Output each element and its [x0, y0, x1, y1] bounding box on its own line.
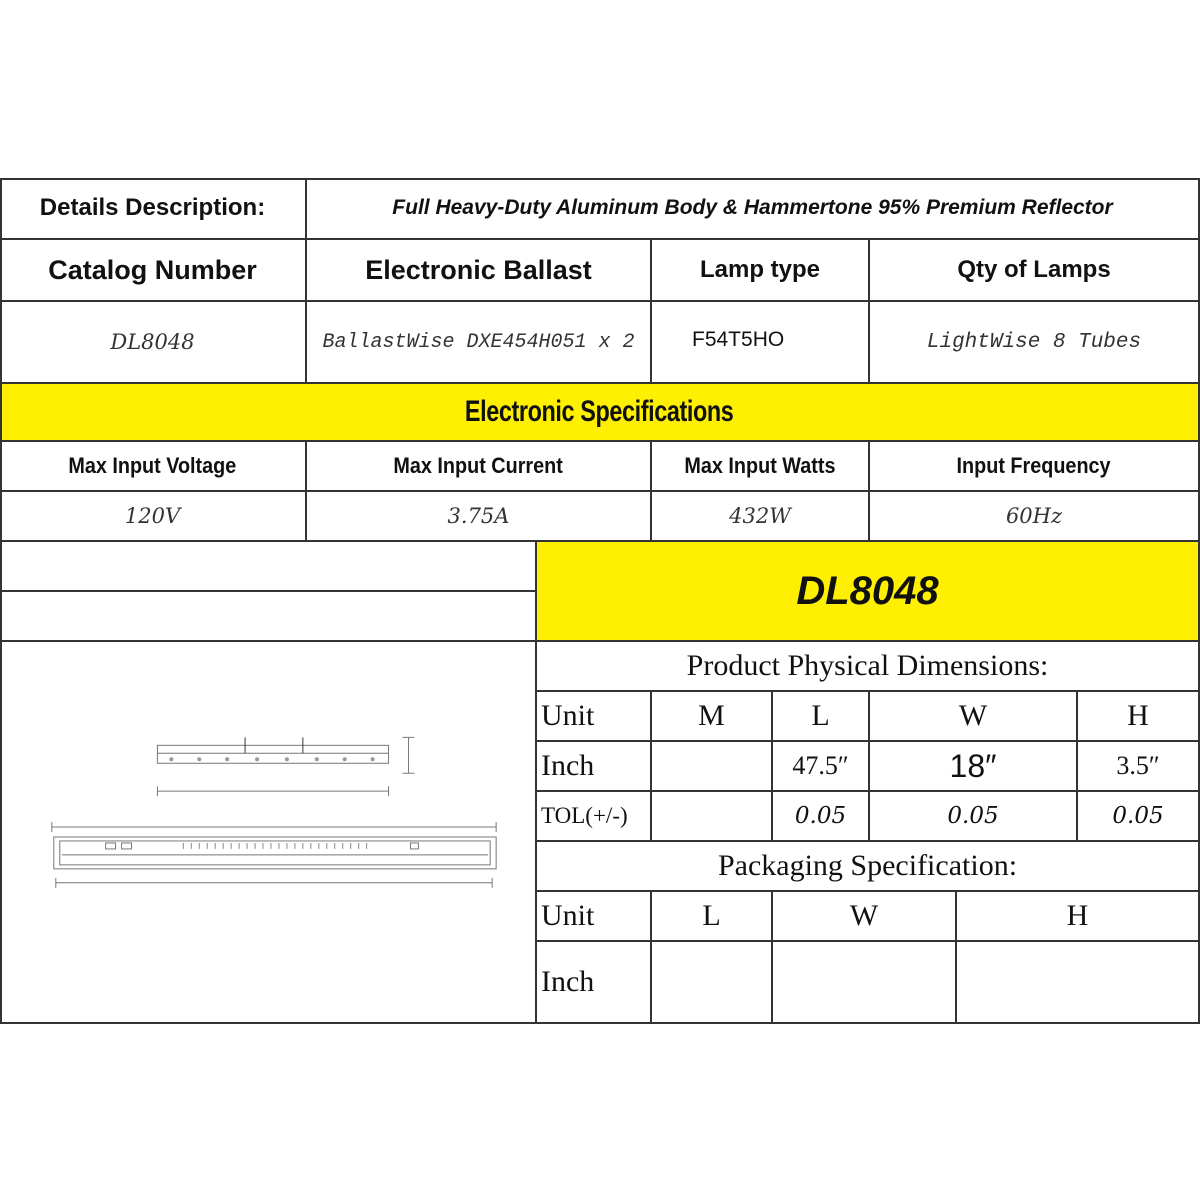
- physical-h-header: H: [1078, 692, 1200, 742]
- blank-row-1: [0, 542, 537, 592]
- electronic-specifications-band: [0, 384, 1200, 442]
- packaging-inch-l: [652, 942, 773, 1024]
- packaging-l-header: L: [652, 892, 773, 942]
- max-input-voltage-header: Max Input Voltage: [0, 442, 307, 492]
- physical-inch-w: 18″: [870, 742, 1078, 792]
- max-input-current-header: Max Input Current: [307, 442, 652, 492]
- physical-tol-label: TOL(+/-): [537, 792, 652, 842]
- blank-row-2: [0, 592, 537, 642]
- packaging-unit-header: Unit: [537, 892, 652, 942]
- qty-of-lamps-header: Qty of Lamps: [870, 240, 1200, 302]
- max-input-current-value: 3.75A: [307, 492, 652, 542]
- input-frequency-value: 60Hz: [870, 492, 1200, 542]
- max-input-watts-header: Max Input Watts: [652, 442, 870, 492]
- physical-dimensions-title: Product Physical Dimensions:: [537, 642, 1200, 692]
- packaging-h-header: H: [957, 892, 1200, 942]
- fixture-drawing-area: [0, 642, 537, 1024]
- physical-tol-h: 0.05: [1078, 792, 1200, 842]
- catalog-number-header: Catalog Number: [0, 240, 307, 302]
- packaging-inch-label: Inch: [537, 942, 652, 1024]
- qty-of-lamps-value: LightWise 8 Tubes: [870, 302, 1200, 384]
- model-number: DL8048: [796, 568, 939, 613]
- physical-tol-l: 0.05: [773, 792, 870, 842]
- physical-inch-h: 3.5″: [1078, 742, 1200, 792]
- physical-inch-l: 47.5″: [773, 742, 870, 792]
- details-label: Details Description:: [0, 178, 307, 240]
- packaging-inch-w: [773, 942, 957, 1024]
- physical-m-header: M: [652, 692, 773, 742]
- input-frequency-header: Input Frequency: [870, 442, 1200, 492]
- physical-inch-label: Inch: [537, 742, 652, 792]
- packaging-w-header: W: [773, 892, 957, 942]
- packaging-inch-h: [957, 942, 1200, 1024]
- lamp-type-header: Lamp type: [652, 240, 870, 302]
- details-text: Full Heavy-Duty Aluminum Body & Hammertone 95% Premium Reflector: [307, 178, 1200, 240]
- spec-sheet: [0, 178, 1200, 1024]
- physical-unit-header: Unit: [537, 692, 652, 742]
- physical-l-header: L: [773, 692, 870, 742]
- electronic-ballast-header: Electronic Ballast: [307, 240, 652, 302]
- electronic-ballast-value: BallastWise DXE454H051 x 2: [307, 302, 652, 384]
- physical-inch-m: [652, 742, 773, 792]
- fixture-dimension-drawing-icon: [0, 642, 535, 1023]
- packaging-title: Packaging Specification:: [537, 842, 1200, 892]
- physical-tol-w: 0.05: [870, 792, 1078, 842]
- catalog-number-value: DL8048: [0, 302, 307, 384]
- physical-tol-m: [652, 792, 773, 842]
- max-input-voltage-value: 120V: [0, 492, 307, 542]
- model-block: [537, 542, 1200, 642]
- physical-w-header: W: [870, 692, 1078, 742]
- electronic-specifications-title: Electronic Specifications: [464, 395, 734, 428]
- lamp-type-value: F54T5HO: [652, 302, 870, 384]
- max-input-watts-value: 432W: [652, 492, 870, 542]
